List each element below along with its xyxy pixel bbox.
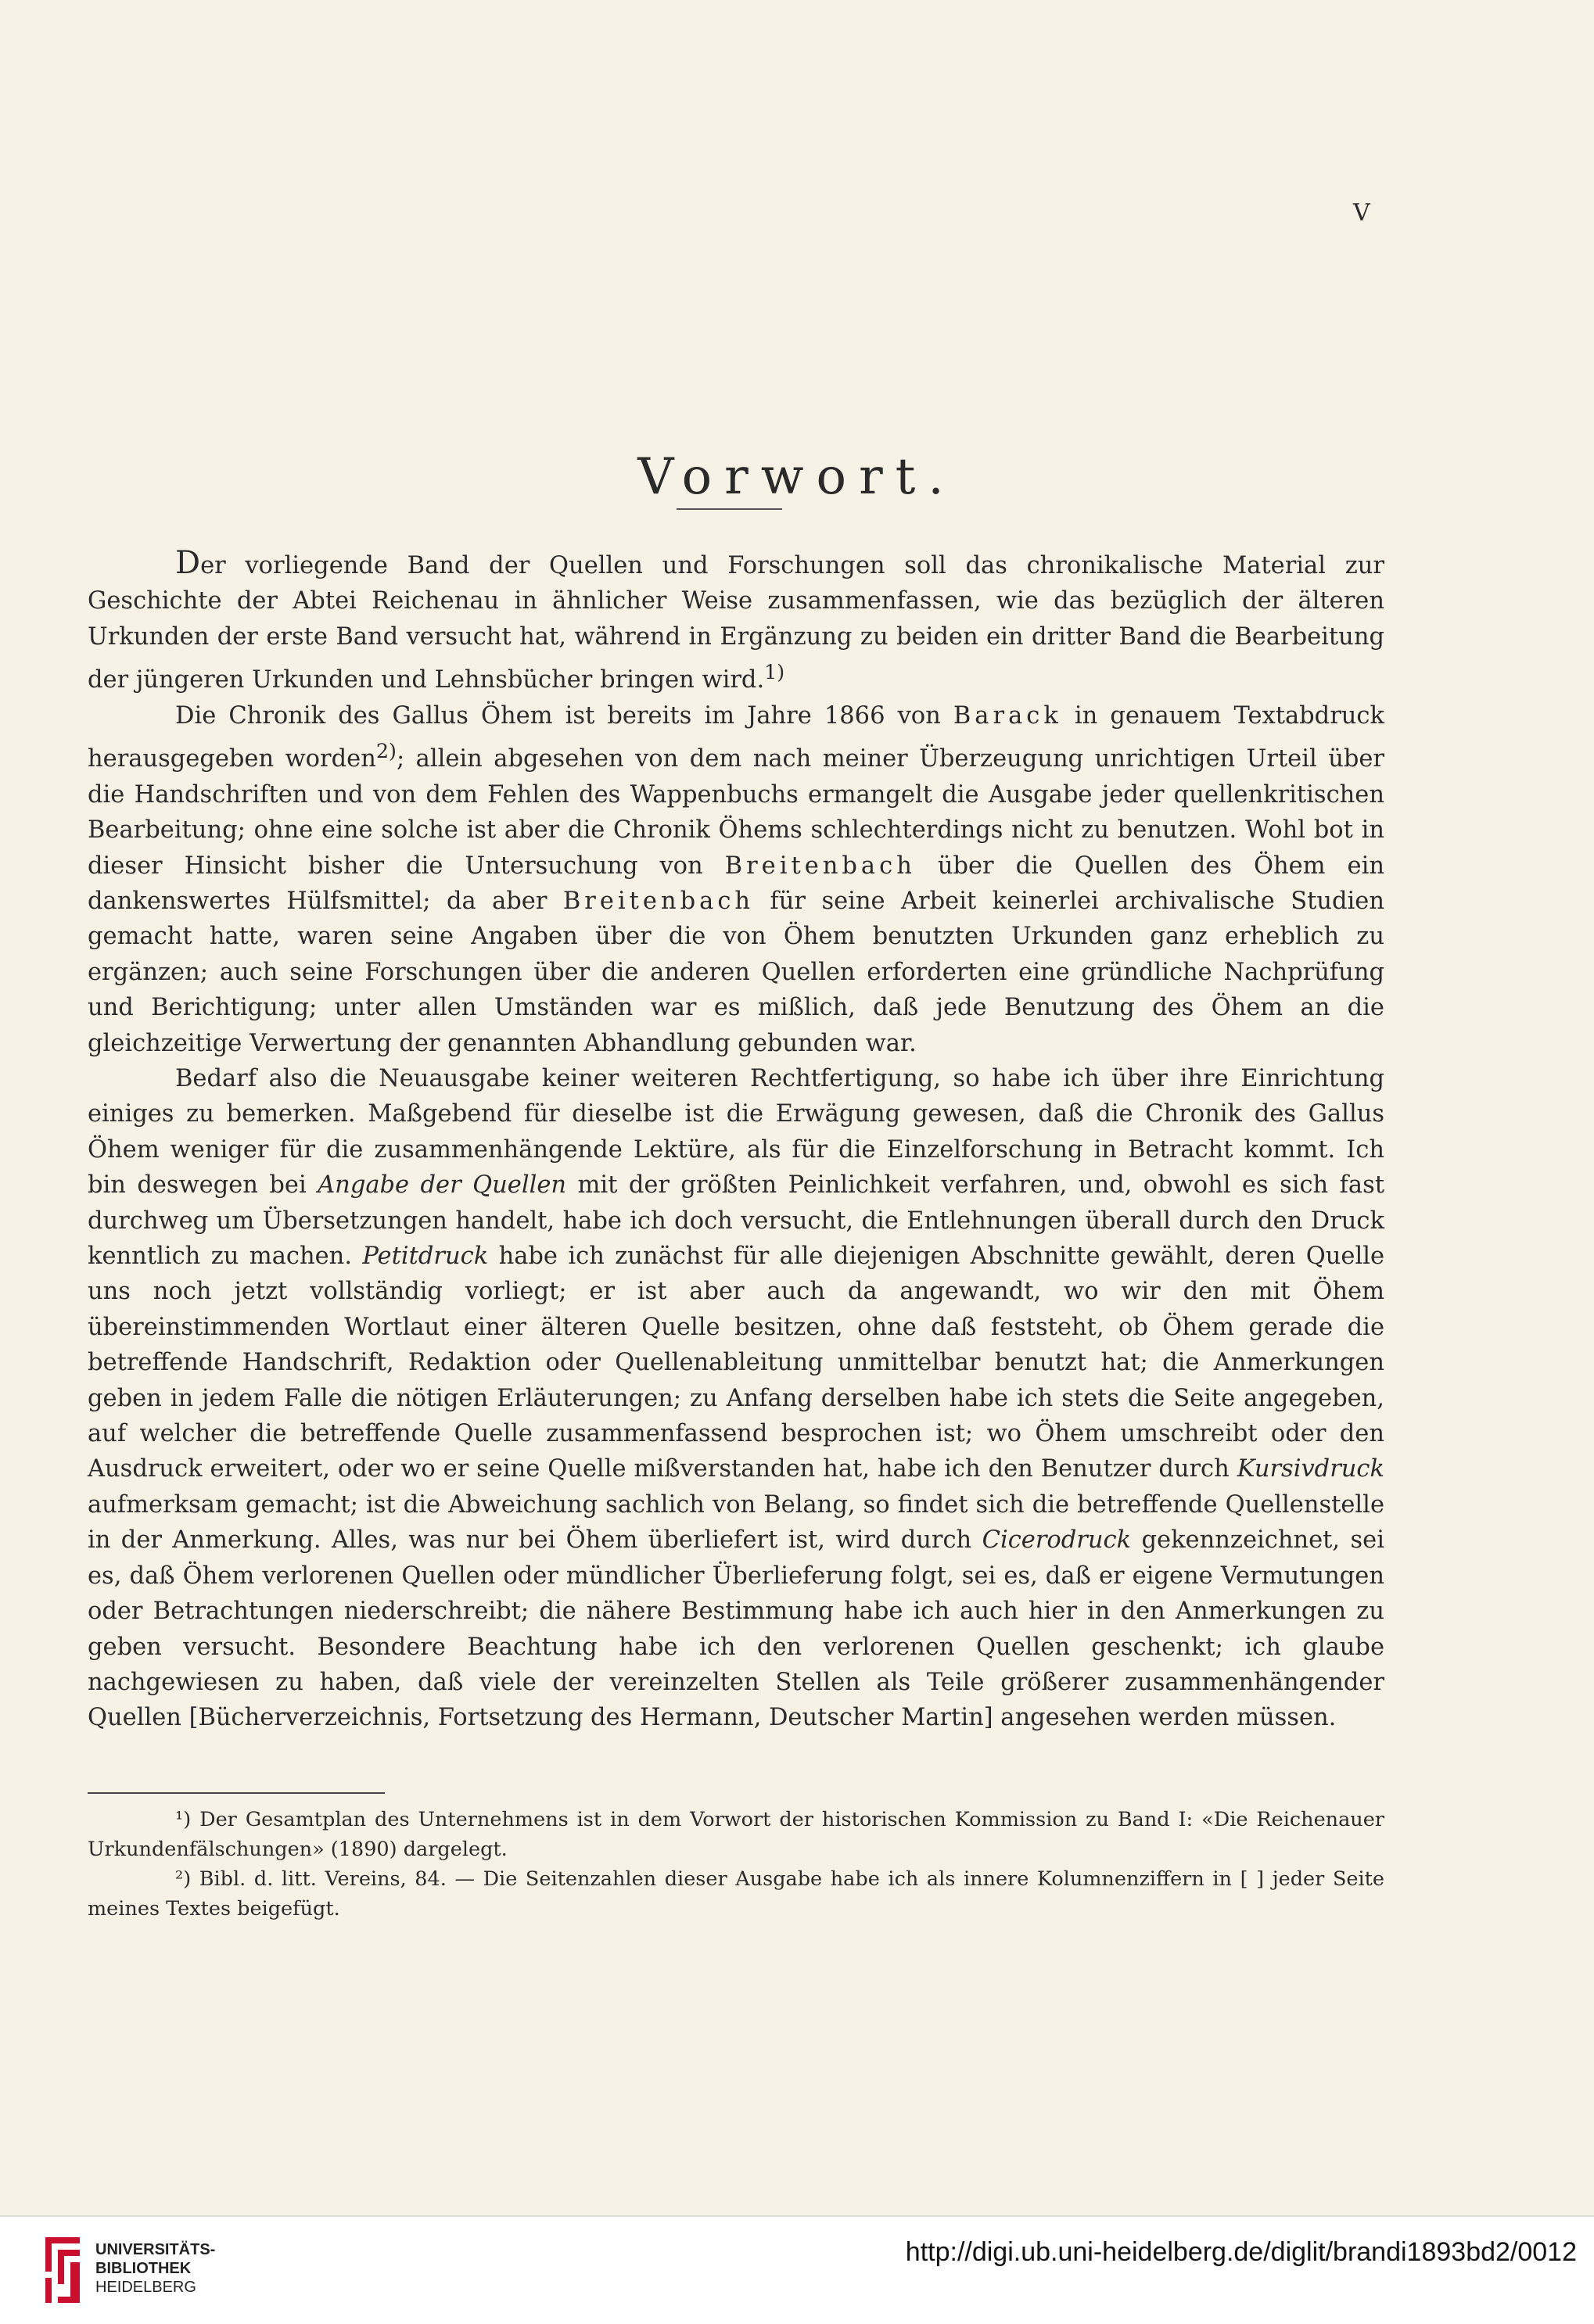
footnote-rule bbox=[88, 1792, 385, 1794]
author-breitenbach-1: Breitenbach bbox=[724, 852, 916, 880]
library-name bbox=[95, 2240, 215, 2297]
emph-angabe: Angabe der Quellen bbox=[318, 1171, 567, 1200]
footnote-ref-2: 2) bbox=[375, 739, 397, 763]
p2-d: über die Quellen des Öhem ein dankenswertes Hülfsmittel; da aber bbox=[88, 852, 1384, 915]
p3-c: habe ich zunächst für alle diejenigen Abschnitte gewählt, deren Quelle uns noch jetzt vollständig vorliegt; er ist aber auch da angewandt, wo wir den mit Öhem übereinstimmenden Wortlaut einer älteren Quelle besitzen, ohne daß feststeht, ob Öhem gerade die betreffende Handschrift, Redaktion oder Quellenableitung unmittelbar benutzt hat; die Anmerkungen geben in jedem Falle die nötigen Erläuterungen; zu Anfang derselben habe ich stets die Seite angegeben, auf welcher die betreffende Quelle zusammenfassend besprochen ist; wo Öhem umschreibt oder den Ausdruck erweitert, oder wo er seine Quelle mißverstanden hat, habe ich den Benutzer durch bbox=[88, 1243, 1385, 1483]
library-name-line-2: BIBLIOTHEK bbox=[95, 2260, 192, 2277]
p3-b: mit der größten Peinlichkeit verfahren, und, obwohl es sich fast durchweg um Übersetzungen handelt, habe ich doch versucht, die Entlehnungen überall durch den Druck kenntlich zu machen. bbox=[88, 1171, 1385, 1271]
drop-initial: D bbox=[175, 545, 201, 581]
author-barack: Barack bbox=[953, 701, 1062, 730]
paragraph-1-text: er vorliegende Band der Quellen und Forschungen soll das chronikalische Material zur Geschichte der Abtei Reichenau in ähnlicher Weise zusammenfassen, wie das bezüglich der älteren Urkunden der erste Band versucht hat, während in Ergänzung zu beiden ein dritter Band die Bearbeitung der jüngeren Urkunden und Lehnsbücher bringen wird. bbox=[88, 552, 1384, 694]
bottom-bar bbox=[0, 2215, 1594, 2324]
library-name-line-3: HEIDELBERG bbox=[95, 2279, 196, 2296]
page-title: Vorwort. bbox=[637, 447, 957, 506]
p2-c: ; allein abgesehen von dem nach meiner Überzeugung unrichtigen Urteil über die Handschriften und von dem Fehlen des Wappenbuchs ermangelt die Ausgabe jeder quellenkritischen Bearbeitung; ohne eine solche ist aber die Chronik Öhems schlechterdings nicht zu benutzen. Wohl bot in dieser Hinsicht bisher die Untersuchung von bbox=[88, 745, 1384, 880]
p3-a: Bedarf also die Neuausgabe keiner weiteren Rechtfertigung, so habe ich über ihre Einrichtung einiges zu bemerken. Maßgebend für dieselbe ist die Erwägung gewesen, daß die Chronik des Gallus Öhem weniger für die zusammenhängende Lektüre, als für die Einzelforschung in Betracht kommt. Ich bin deswegen bei bbox=[88, 1065, 1384, 1200]
emph-petitdruck: Petitdruck bbox=[362, 1243, 489, 1271]
emph-cicerodruck: Cicerodruck bbox=[982, 1526, 1132, 1555]
library-name-line-1: UNIVERSITÄTS- bbox=[95, 2241, 216, 2258]
footnote-2: ²) Bibl. d. litt. Vereins, 84. — Die Seitenzahlen dieser Ausgabe habe ich als innere Kolumnenziffern in [ ] jeder Seite meines Textes beigefügt. bbox=[88, 1867, 1384, 1921]
library-logo-icon bbox=[41, 2233, 84, 2308]
footnote-ref-1: 1) bbox=[764, 660, 785, 684]
p3-e: gekennzeichnet, sei es, daß Öhem verlorenen Quellen oder mündlicher Überlieferung folgt, sei es, daß er eigene Vermutungen oder Betrachtungen niederschreibt; die nähere Bestimmung habe ich auch hier in den Anmerkungen zu geben versucht. Besondere Beachtung habe ich den verlorenen Quellen geschenkt; ich glaube nachgewiesen zu haben, daß viele der vereinzelten Stellen als Teile größerer zusammenhängender Quellen [Bücherverzeichnis, Fortsetzung des Hermann, Deutscher Martin] angesehen werden müssen. bbox=[88, 1526, 1384, 1732]
author-breitenbach-2: Breitenbach bbox=[562, 887, 755, 915]
body-text bbox=[88, 546, 1384, 1736]
p2-a: Die Chronik des Gallus Öhem ist bereits im Jahre 1866 von bbox=[175, 701, 953, 730]
title-rule bbox=[677, 508, 782, 510]
paragraph-2 bbox=[88, 698, 1384, 1061]
p3-d: aufmerksam gemacht; ist die Abweichung sachlich von Belang, so findet sich die betreffende Quellenstelle in der Anmerkung. Alles, was nur bei Öhem überliefert ist, wird durch bbox=[88, 1490, 1384, 1555]
paragraph-1 bbox=[88, 546, 1384, 698]
footnotes bbox=[88, 1805, 1384, 1924]
p2-b: in genauem Textabdruck herausgegeben worden bbox=[88, 701, 1384, 773]
source-url-link[interactable]: http://digi.ub.uni-heidelberg.de/diglit/brandi1893bd2/0012 bbox=[905, 2237, 1577, 2267]
paragraph-3 bbox=[88, 1061, 1384, 1736]
p2-e: für seine Arbeit keinerlei archivalische Studien gemacht hatte, waren seine Angaben über die von Öhem benutzten Urkunden ganz erheblich zu ergänzen; auch seine Forschungen über die anderen Quellen erforderten eine gründliche Nachprüfung und Berichtigung; unter allen Umständen war es mißlich, daß jede Benutzung des Öhem an die gleichzeitige Verwertung der genannten Abhandlung gebunden war. bbox=[88, 887, 1384, 1057]
emph-kursivdruck: Kursivdruck bbox=[1237, 1455, 1384, 1483]
page-number: V bbox=[1353, 199, 1371, 227]
footnote-1: ¹) Der Gesamtplan des Unternehmens ist in dem Vorwort der historischen Kommission zu Band I: «Die Reichenauer Urkundenfälschungen» (1890) dargelegt. bbox=[88, 1808, 1384, 1861]
